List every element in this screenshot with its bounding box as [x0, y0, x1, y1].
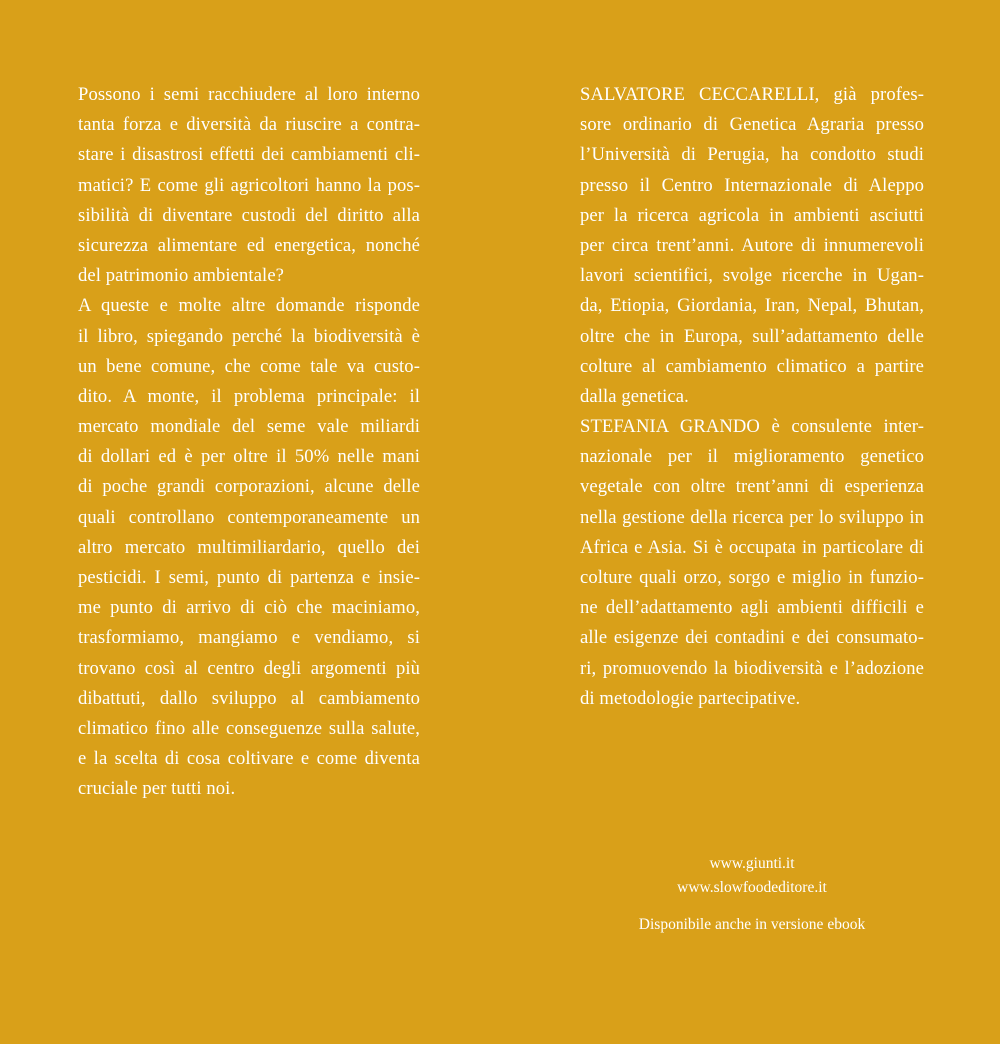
description-line: stare i disastrosi effetti dei cambiamenti cli-	[78, 144, 420, 166]
bio-line: sore ordinario di Genetica Agraria presso	[580, 114, 924, 136]
description-line: A queste e molte altre domande risponde	[78, 295, 420, 317]
bio-line: STEFANIA GRANDO è consulente inter-	[580, 416, 924, 438]
description-line: Possono i semi racchiudere al loro interno	[78, 84, 420, 105]
description-line: mercato mondiale del seme vale miliardi	[78, 416, 420, 438]
description-line: sicurezza alimentare ed energetica, nonché	[78, 234, 420, 256]
bio-line: nella gestione della ricerca per lo sviluppo in	[580, 506, 924, 528]
bio-line: presso il Centro Internazionale di Aleppo	[580, 174, 924, 196]
description-line: di poche grandi corporazioni, alcune delle	[78, 476, 420, 498]
bio-line: alle esigenze dei contadini e dei consumato-	[580, 627, 924, 649]
description-line: e la scelta di cosa coltivare e come diventa	[78, 748, 420, 770]
description-line: matici? E come gli agricoltori hanno la pos-	[78, 174, 420, 196]
description-line: un bene comune, che come tale va custo-	[78, 355, 420, 377]
description-line: quali controllano contemporaneamente un	[78, 506, 420, 528]
description-line: climatico fino alle conseguenze sulla salute,	[78, 717, 420, 739]
bio-line: dalla genetica.	[580, 385, 689, 407]
description-line: pesticidi. I semi, punto di partenza e insie-	[78, 567, 420, 588]
bio-line: di metodologie partecipative.	[580, 687, 801, 709]
bio-line: ne dell’adattamento agli ambienti difficili e	[580, 597, 924, 619]
description-line: di dollari ed è per oltre il 50% nelle mani	[78, 446, 420, 468]
authors-bio	[580, 80, 924, 714]
description-line: dibattuti, dallo sviluppo al cambiamento	[78, 687, 420, 709]
description-line: altro mercato multimiliardario, quello dei	[78, 536, 420, 558]
bio-line: l’Università di Perugia, ha condotto studi	[580, 144, 924, 166]
bio-line: da, Etiopia, Giordania, Iran, Nepal, Bhutan,	[580, 295, 924, 317]
bio-line: ri, promuovendo la biodiversità e l’adozione	[580, 657, 924, 679]
bio-line: colture quali orzo, sorgo e miglio in funzio-	[580, 567, 924, 588]
ebook-note: Disponibile anche in versione ebook	[638, 916, 866, 933]
bio-line: per circa trent’anni. Autore di innumerevoli	[580, 234, 924, 256]
slowfood-url[interactable]: www.slowfoodeditore.it	[677, 879, 827, 896]
description-line: tanta forza e diversità da riuscire a contra-	[78, 114, 420, 136]
bio-line: Africa e Asia. Si è occupata in particolare di	[580, 536, 924, 558]
description-line: cruciale per tutti noi.	[78, 778, 236, 800]
description-line: dito. A monte, il problema principale: il	[78, 385, 420, 407]
description-line: trasformiamo, mangiamo e vendiamo, si	[78, 627, 420, 649]
giunti-url[interactable]: www.giunti.it	[709, 855, 795, 872]
book-description	[78, 80, 420, 805]
description-line: trovano così al centro degli argomenti più	[78, 657, 420, 679]
description-line: me punto di arrivo di ciò che maciniamo,	[78, 597, 420, 619]
bio-line: colture al cambiamento climatico a partire	[580, 355, 924, 377]
bio-line: oltre che in Europa, sull’adattamento delle	[580, 325, 924, 347]
description-line: del patrimonio ambientale?	[78, 265, 285, 287]
bio-line: nazionale per il miglioramento genetico	[580, 446, 924, 468]
description-line: il libro, spiegando perché la biodiversità è	[78, 325, 420, 347]
bio-line: vegetale con oltre trent’anni di esperienza	[580, 476, 924, 498]
description-line: sibilità di diventare custodi del diritto alla	[78, 204, 420, 226]
publisher-footer	[580, 852, 924, 937]
bio-line: lavori scientifici, svolge ricerche in Ugan-	[580, 265, 924, 287]
bio-line: per la ricerca agricola in ambienti asciutti	[580, 204, 924, 226]
bio-line: SALVATORE CECCARELLI, già profes-	[580, 84, 924, 105]
